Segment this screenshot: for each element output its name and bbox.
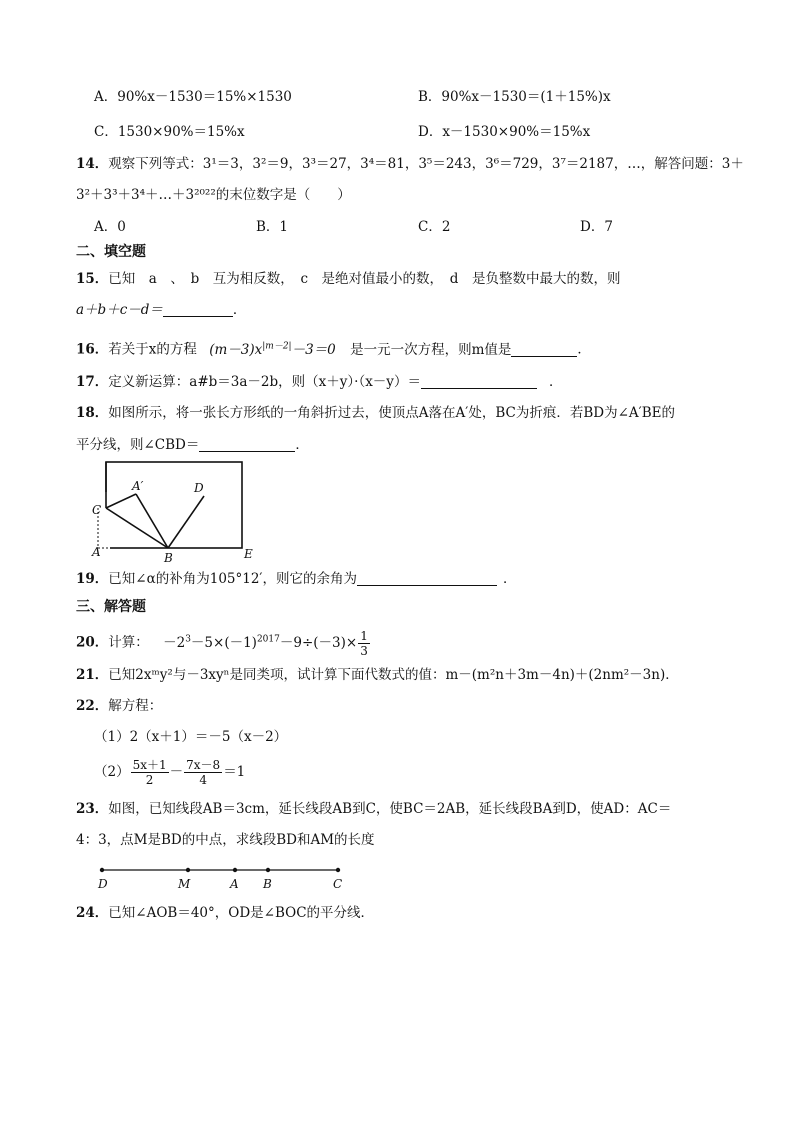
q21-text: 已知2xᵐy²与－3xyⁿ是同类项，试计算下面代数式的值：m－(m²n＋3m－4n)＋(2nm²－3n)． <box>108 667 679 683</box>
q15-line1 <box>76 270 620 288</box>
point-a <box>233 868 237 872</box>
section-solve-title: 三、解答题 <box>76 599 146 615</box>
q20-frac-den: 3 <box>360 643 368 658</box>
q16-eq-base: (m－3)x <box>209 341 263 358</box>
q22-part2-label: （2） <box>94 764 130 780</box>
q14-text1: 观察下列等式：3¹＝3，3²＝9，3³＝27，3⁴＝81，3⁵＝243，3⁶＝729，3⁷＝2187，…，解答问题：3＋ <box>108 156 744 172</box>
q22-part1: （1）2（x＋1）＝－5（x－2） <box>94 729 288 745</box>
q15-number: 15． <box>76 271 109 287</box>
q18-line1 <box>76 404 675 422</box>
q17-text: 定义新运算：a#b＝3a－2b，则（x＋y）·（x－y）＝ <box>108 374 421 390</box>
q22-number: 22． <box>76 698 109 714</box>
segment-ca-prime <box>106 494 136 508</box>
q18-number: 18． <box>76 405 109 421</box>
q20-frac-num: 1 <box>360 628 368 643</box>
q17-number: 17． <box>76 374 109 390</box>
q15-period: ． <box>232 302 247 318</box>
q14-option-c: C．2 <box>418 219 451 235</box>
q16-eq-exponent: |m－2| <box>262 341 292 351</box>
q16-line <box>76 337 591 359</box>
point-b <box>266 868 270 872</box>
q22-minus: － <box>169 764 184 780</box>
q22-line <box>76 697 162 715</box>
q20-label: 计算： <box>108 634 149 651</box>
q17-line <box>76 373 562 391</box>
q15-text: 已知 a 、 b 互为相反数， c 是绝对值最小的数， d 是负整数中最大的数，则 <box>108 271 621 287</box>
q14-option-d: D．7 <box>580 219 613 235</box>
label-b: B <box>263 877 272 891</box>
q20-number: 20． <box>76 634 109 651</box>
q20-term-c: －9÷(－3)× <box>279 634 358 651</box>
q17-answer-blank[interactable] <box>421 374 537 389</box>
label-a: A <box>230 877 239 891</box>
q20-line <box>76 624 371 658</box>
q20-exp-a: 3 <box>185 634 191 644</box>
q22-fraction-2 <box>184 758 222 787</box>
q19-answer-blank[interactable] <box>357 571 497 586</box>
q16-post: 是一元一次方程，则m值是 <box>350 341 512 358</box>
point-d <box>100 868 104 872</box>
q22-f1-num: 5x＋1 <box>132 758 167 772</box>
segment-a-prime-b <box>136 494 168 548</box>
q22-part2 <box>94 754 245 790</box>
q23-text1: 如图，已知线段AB＝3cm，延长线段AB到C，使BC＝2AB，延长线段BA到D，使AD：AC＝ <box>108 801 672 817</box>
label-c: C <box>333 877 343 891</box>
q13-option-c: C．1530×90%＝15%x <box>94 124 245 140</box>
fold-line-cb <box>106 508 168 548</box>
q16-number: 16． <box>76 341 109 358</box>
section-fill-in-title: 二、填空题 <box>76 244 146 260</box>
label-d: D <box>98 877 108 891</box>
label-e: E <box>244 547 253 561</box>
q22-rhs: ＝1 <box>223 764 246 780</box>
bisector-bd <box>168 496 204 548</box>
q24-number: 24． <box>76 905 109 921</box>
q20-expression <box>163 628 371 658</box>
q21-number: 21． <box>76 667 109 683</box>
q20-term-b: －5×(－1) <box>190 634 257 651</box>
q19-text: 已知∠α的补角为105°12′，则它的余角为 <box>108 571 357 587</box>
q14-option-b: B．1 <box>256 219 289 235</box>
q20-fraction <box>358 629 370 658</box>
q24-text: 已知∠AOB＝40°，OD是∠BOC的平分线． <box>108 905 375 921</box>
q23-line2: 4：3，点M是BD的中点，求线段BD和AM的长度 <box>76 832 375 848</box>
q18-text1: 如图所示，将一张长方形纸的一角斜折过去，使顶点A落在A′处，BC为折痕．若BD为∠A′BE的 <box>108 405 676 421</box>
q23-segment-figure <box>92 858 362 892</box>
q16-pre: 若关于x的方程 <box>108 341 197 358</box>
q16-period: ． <box>577 341 591 358</box>
q19-number: 19． <box>76 571 109 587</box>
q15-line2 <box>76 301 246 319</box>
label-c: C <box>92 503 102 517</box>
rectangle-outline <box>106 462 242 548</box>
q16-eq-rest: －3＝0 <box>291 341 336 358</box>
q19-line <box>76 570 517 588</box>
q15-answer-blank[interactable] <box>163 302 233 317</box>
q14-option-a: A．0 <box>94 219 126 235</box>
label-a-prime: A′ <box>132 479 144 493</box>
q19-period: ． <box>503 571 517 587</box>
label-a: A <box>92 545 101 559</box>
q13-option-b: B．90%x－1530＝(1＋15%)x <box>418 89 611 105</box>
q22-f2-den: 4 <box>199 773 207 787</box>
q23-number: 23． <box>76 801 109 817</box>
point-c <box>336 868 340 872</box>
q16-equation <box>209 342 336 358</box>
q22-f2-num: 7x－8 <box>186 758 221 772</box>
q20-exp-b: 2017 <box>256 634 280 644</box>
q13-option-d: D．x－1530×90%＝15%x <box>418 124 591 140</box>
q18-answer-blank[interactable] <box>199 437 295 452</box>
q20-term-a: －2 <box>163 634 186 651</box>
q18-folded-rectangle-figure <box>88 458 258 568</box>
q24-line <box>76 904 374 922</box>
q18-line2 <box>76 436 309 454</box>
q15-expression: a＋b＋c－d＝ <box>76 302 163 318</box>
label-d: D <box>194 481 204 495</box>
label-b: B <box>164 551 173 565</box>
q13-option-a: A．90%x－1530＝15%×1530 <box>94 89 292 105</box>
q22-title: 解方程： <box>108 698 163 714</box>
q14-number: 14． <box>76 156 109 172</box>
q17-period: ． <box>548 374 563 390</box>
q18-text2: 平分线，则∠CBD＝ <box>76 437 200 453</box>
q22-fraction-1 <box>131 758 169 787</box>
q22-f1-den: 2 <box>145 773 154 787</box>
q21-line <box>76 666 679 684</box>
q18-period: ． <box>295 437 309 453</box>
q14-line1 <box>76 155 744 173</box>
label-m: M <box>178 877 191 891</box>
point-m <box>186 868 190 872</box>
q16-answer-blank[interactable] <box>511 342 577 357</box>
q14-line2: 3²＋3³＋3⁴＋…＋3²⁰²²的末位数字是（ ） <box>76 187 351 203</box>
q23-line1 <box>76 800 671 818</box>
